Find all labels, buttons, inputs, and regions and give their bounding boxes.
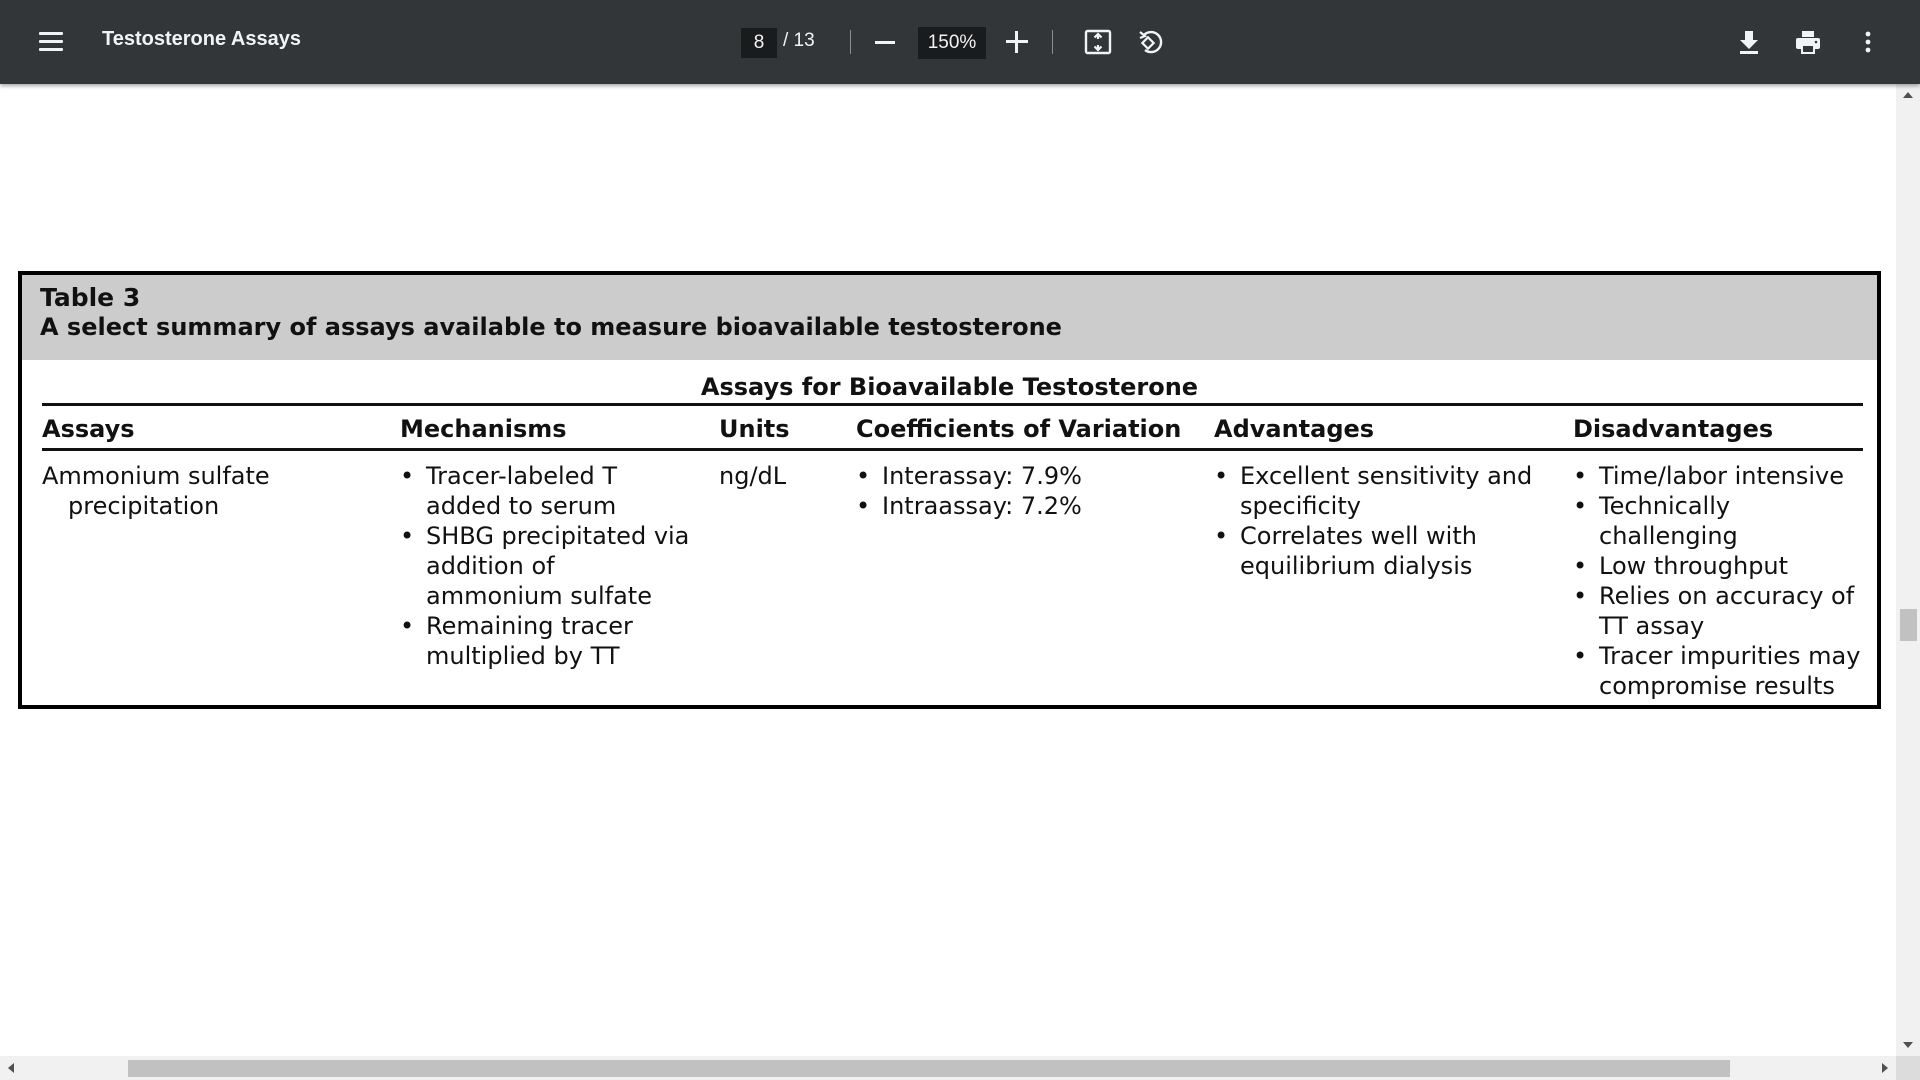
disadvantage-item: • Tracer impurities may compromise results xyxy=(1573,641,1873,701)
advantage-item: • Excellent sensitivity and specificity xyxy=(1214,461,1544,521)
pdf-toolbar xyxy=(0,0,1920,84)
mechanism-item: • Remaining tracer multiplied by TT xyxy=(400,611,690,671)
column-header-disadvantages: Disadvantages xyxy=(1573,415,1774,443)
plus-icon[interactable] xyxy=(1004,29,1030,55)
rotate-icon[interactable] xyxy=(1135,26,1167,58)
fit-to-page-icon[interactable] xyxy=(1082,26,1114,58)
units-cell: ng/dL xyxy=(719,462,787,490)
disadvantage-item: • Low throughput xyxy=(1573,551,1873,581)
table-caption: A select summary of assays available to measure bioavailable testosterone xyxy=(40,313,1062,341)
scroll-up-arrow-icon[interactable] xyxy=(1903,92,1913,98)
assay-name-line1: Ammonium sulfate xyxy=(42,462,270,490)
page-total: / 13 xyxy=(783,30,815,51)
mechanism-item: • SHBG precipitated via addition of ammonium sulfate xyxy=(400,521,690,611)
page-number-input[interactable]: 8 xyxy=(741,28,777,58)
vertical-scrollbar[interactable] xyxy=(1896,84,1920,1056)
scroll-down-arrow-icon[interactable] xyxy=(1903,1042,1913,1048)
column-header-advantages: Advantages xyxy=(1214,415,1375,443)
disadvantage-item: • Relies on accuracy of TT assay xyxy=(1573,581,1873,641)
menu-icon[interactable] xyxy=(36,30,66,54)
disadvantage-item: • Technically challenging xyxy=(1573,491,1873,551)
coefficient-item: • Intraassay: 7.2% xyxy=(856,491,1186,521)
table-rule xyxy=(42,448,1863,451)
scrollbar-corner xyxy=(1896,1056,1920,1080)
vertical-scroll-thumb[interactable] xyxy=(1900,609,1917,641)
table-3 xyxy=(18,271,1881,709)
document-viewport[interactable] xyxy=(0,84,1896,1056)
table-rule xyxy=(42,403,1863,406)
mechanisms-list xyxy=(400,461,690,671)
mechanism-item: • Tracer-labeled T added to serum xyxy=(400,461,690,521)
horizontal-scroll-thumb[interactable] xyxy=(128,1060,1730,1077)
column-header-coefficients: Coefficients of Variation xyxy=(856,415,1182,443)
advantage-item: • Correlates well with equilibrium dialysis xyxy=(1214,521,1544,581)
table-group-title: Assays for Bioavailable Testosterone xyxy=(700,373,1199,401)
disadvantage-item: • Time/labor intensive xyxy=(1573,461,1873,491)
assay-cell xyxy=(42,461,372,521)
coefficient-item: • Interassay: 7.9% xyxy=(856,461,1186,491)
table-label: Table 3 xyxy=(40,283,141,312)
assay-name-line2: precipitation xyxy=(68,492,220,520)
download-icon[interactable] xyxy=(1733,26,1765,58)
disadvantages-list xyxy=(1573,461,1873,701)
document-title: Testosterone Assays xyxy=(102,28,301,50)
toolbar-divider xyxy=(1052,30,1053,54)
column-header-mechanisms: Mechanisms xyxy=(400,415,567,443)
horizontal-scrollbar[interactable] xyxy=(0,1056,1896,1080)
toolbar-divider xyxy=(850,30,851,54)
advantages-list xyxy=(1214,461,1544,581)
column-header-units: Units xyxy=(719,415,790,443)
column-header-assays: Assays xyxy=(42,415,135,443)
more-vertical-icon[interactable] xyxy=(1852,26,1884,58)
coefficients-list xyxy=(856,461,1186,521)
table-caption-band xyxy=(22,275,1877,360)
minus-icon[interactable] xyxy=(872,31,898,53)
scroll-left-arrow-icon[interactable] xyxy=(8,1063,14,1073)
scroll-right-arrow-icon[interactable] xyxy=(1882,1063,1888,1073)
zoom-level-input[interactable]: 150% xyxy=(918,27,986,59)
print-icon[interactable] xyxy=(1792,26,1824,58)
